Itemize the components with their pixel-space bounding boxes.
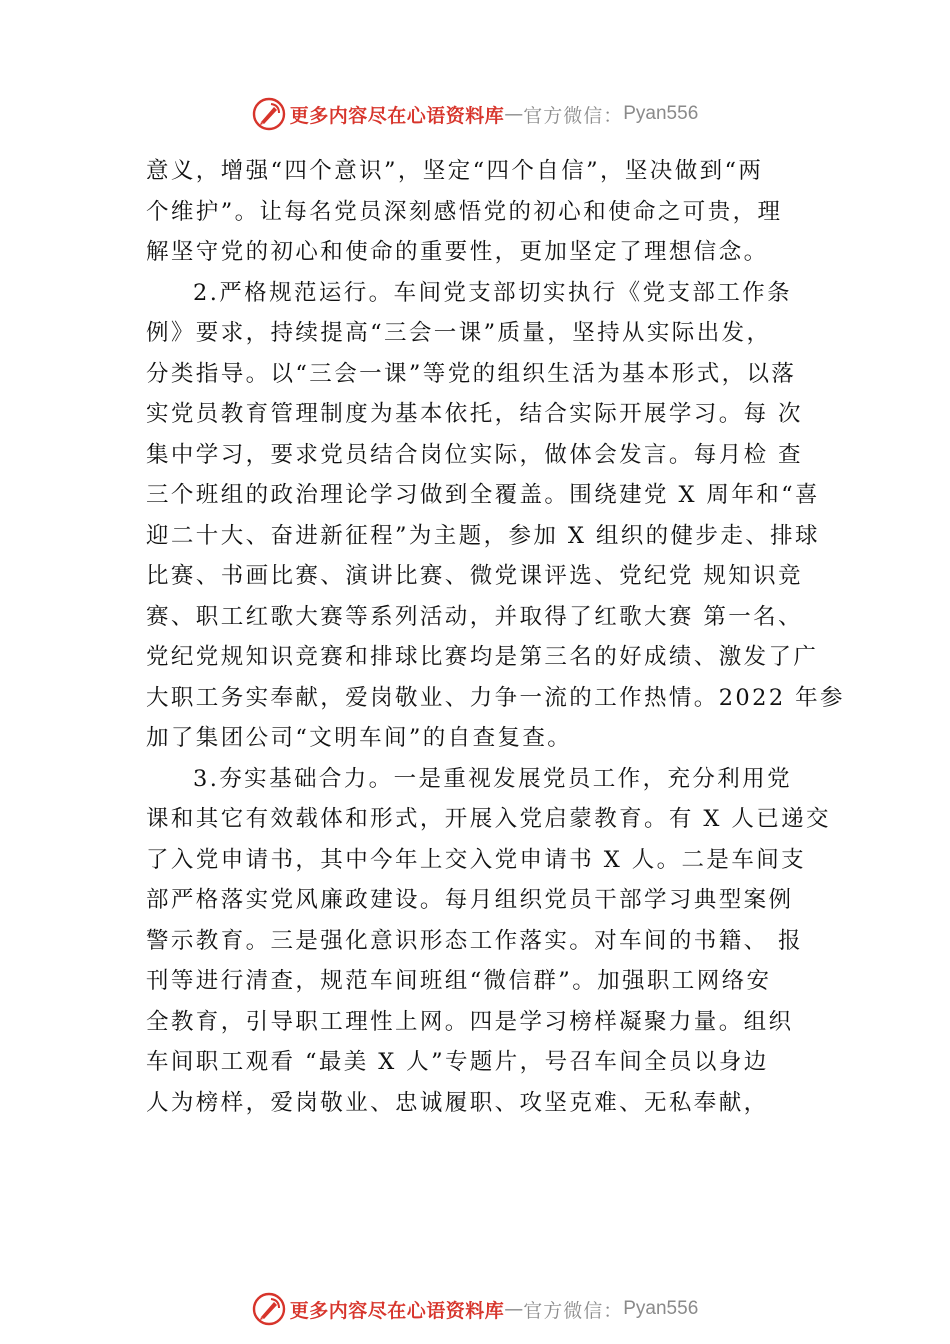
body-text-line: 部严格落实党风廉政建设。每月组织党员干部学习典型案例 [146, 887, 794, 913]
body-text-line: 意义，增强“四个意识”，坚定“四个自信”，坚决做到“两 [146, 158, 764, 184]
banner-dash: — [504, 103, 524, 125]
body-text-line: 个维护”。让每名党员深刻感悟党的初心和使命之可贵，理 [146, 198, 783, 225]
pen-logo-icon [252, 97, 286, 131]
body-text-line: 解坚守党的初心和使命的重要性，更加坚定了理想信念。 [146, 239, 769, 265]
body-text-line: 集中学习，要求党员结合岗位实际，做体会发言。每月检 查 [146, 441, 803, 468]
banner-dash: — [504, 1298, 524, 1320]
body-text-line: 大职工务实奉献，爱岗敬业、力争一流的工作热情。2022 年参 [146, 684, 845, 711]
pen-logo-icon [252, 1292, 286, 1326]
banner-main-text: 更多内容尽在心语资料库 [289, 104, 505, 127]
footer-banner [0, 1291, 950, 1327]
body-text-line: 例》要求，持续提高“三会一课”质量，坚持从实际出发， [146, 320, 772, 346]
body-text-line: 党纪党规知识竞赛和排球比赛均是第三名的好成绩、激发了广 [146, 644, 819, 670]
document-body [146, 152, 845, 1124]
body-text-line: 车间职工观看 “最美 X 人”专题片，号召车间全员以身边 [146, 1049, 769, 1075]
body-text-line: 比赛、书画比赛、演讲比赛、微党课评选、党纪党 规知识竞 [146, 563, 803, 589]
body-text-line: 刊等进行清查，规范车间班组“微信群”。加强职工网络安 [146, 968, 772, 994]
body-text-line: 三个班组的政治理论学习做到全覆盖。围绕建党 X 周年和“喜 [146, 482, 820, 508]
banner-main-text: 更多内容尽在心语资料库 [289, 1299, 505, 1322]
header-banner [0, 96, 950, 132]
banner-wechat-id: Pyan556 [623, 1298, 699, 1319]
body-text-line: 加了集团公司“文明车间”的自查复查。 [146, 725, 573, 751]
body-text-line: 2.严格规范运行。车间党支部切实执行《党支部工作条 [193, 279, 792, 306]
body-text-line: 了入党申请书，其中今年上交入党申请书 X 人。二是车间支 [146, 846, 807, 873]
body-text-line: 迎二十大、奋进新征程”为主题，参加 X 组织的健步走、排球 [146, 522, 820, 549]
body-text-line: 实党员教育管理制度为基本依托，结合实际开展学习。每 次 [146, 401, 803, 427]
body-text-line: 人为榜样，爱岗敬业、忠诚履职、攻坚克难、无私奉献， [146, 1089, 769, 1116]
body-text-line: 课和其它有效载体和形式，开展入党启蒙教育。有 X 人已递交 [146, 806, 831, 832]
body-text-line: 分类指导。以“三会一课”等党的组织生活为基本形式，以落 [146, 360, 797, 387]
body-text-line: 全教育，引导职工理性上网。四是学习榜样凝聚力量。组织 [146, 1008, 794, 1035]
banner-wechat-id: Pyan556 [623, 103, 699, 124]
body-text-line: 警示教育。三是强化意识形态工作落实。对车间的书籍、 报 [146, 927, 803, 954]
banner-official-wechat: 官方微信： [523, 1299, 624, 1322]
body-text-line: 赛、职工红歌大赛等系列活动，并取得了红歌大赛 第一名、 [146, 603, 803, 630]
body-text-line: 3.夯实基础合力。一是重视发展党员工作，充分利用党 [193, 765, 792, 792]
banner-official-wechat: 官方微信： [523, 104, 624, 127]
